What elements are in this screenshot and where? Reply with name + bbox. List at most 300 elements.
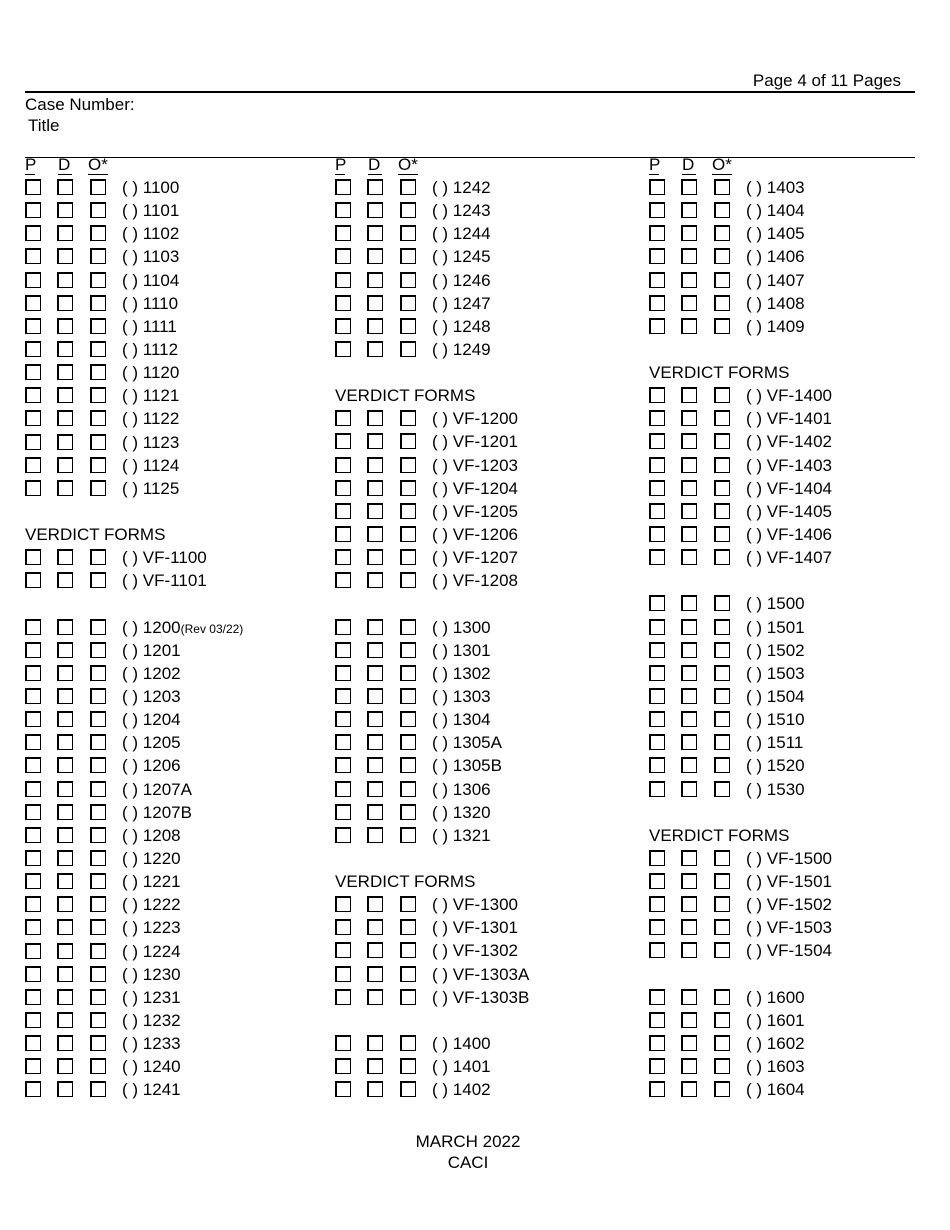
checkbox-p[interactable] bbox=[25, 179, 41, 195]
checkbox-o[interactable] bbox=[90, 318, 106, 334]
checkbox-d[interactable] bbox=[681, 942, 697, 958]
checkbox-o[interactable] bbox=[714, 873, 730, 889]
checkbox-o[interactable] bbox=[90, 896, 106, 912]
checkbox-o[interactable] bbox=[714, 295, 730, 311]
checkbox-d[interactable] bbox=[681, 781, 697, 797]
checkbox-p[interactable] bbox=[649, 711, 665, 727]
checkbox-o[interactable] bbox=[90, 734, 106, 750]
checkbox-o[interactable] bbox=[714, 989, 730, 1005]
checkbox-o[interactable] bbox=[400, 179, 416, 195]
checkbox-p[interactable] bbox=[649, 1035, 665, 1051]
checkbox-p[interactable] bbox=[25, 202, 41, 218]
checkbox-d[interactable] bbox=[57, 757, 73, 773]
checkbox-d[interactable] bbox=[367, 572, 383, 588]
checkbox-o[interactable] bbox=[90, 225, 106, 241]
checkbox-d[interactable] bbox=[681, 549, 697, 565]
checkbox-d[interactable] bbox=[57, 1058, 73, 1074]
checkbox-d[interactable] bbox=[367, 433, 383, 449]
checkbox-o[interactable] bbox=[400, 272, 416, 288]
checkbox-o[interactable] bbox=[714, 318, 730, 334]
checkbox-d[interactable] bbox=[681, 202, 697, 218]
checkbox-p[interactable] bbox=[335, 572, 351, 588]
checkbox-o[interactable] bbox=[90, 1058, 106, 1074]
checkbox-o[interactable] bbox=[400, 942, 416, 958]
checkbox-o[interactable] bbox=[90, 572, 106, 588]
checkbox-p[interactable] bbox=[25, 966, 41, 982]
checkbox-d[interactable] bbox=[57, 202, 73, 218]
checkbox-p[interactable] bbox=[25, 225, 41, 241]
checkbox-d[interactable] bbox=[57, 989, 73, 1005]
checkbox-d[interactable] bbox=[681, 711, 697, 727]
checkbox-d[interactable] bbox=[367, 642, 383, 658]
checkbox-p[interactable] bbox=[335, 711, 351, 727]
checkbox-o[interactable] bbox=[90, 410, 106, 426]
checkbox-p[interactable] bbox=[25, 734, 41, 750]
checkbox-o[interactable] bbox=[90, 873, 106, 889]
checkbox-d[interactable] bbox=[681, 480, 697, 496]
checkbox-p[interactable] bbox=[25, 665, 41, 681]
checkbox-p[interactable] bbox=[649, 595, 665, 611]
checkbox-d[interactable] bbox=[57, 318, 73, 334]
checkbox-o[interactable] bbox=[400, 433, 416, 449]
checkbox-o[interactable] bbox=[400, 989, 416, 1005]
checkbox-d[interactable] bbox=[367, 272, 383, 288]
checkbox-d[interactable] bbox=[367, 989, 383, 1005]
checkbox-o[interactable] bbox=[714, 781, 730, 797]
checkbox-d[interactable] bbox=[681, 248, 697, 264]
checkbox-d[interactable] bbox=[57, 341, 73, 357]
checkbox-o[interactable] bbox=[400, 410, 416, 426]
checkbox-p[interactable] bbox=[649, 873, 665, 889]
checkbox-d[interactable] bbox=[367, 827, 383, 843]
checkbox-p[interactable] bbox=[335, 942, 351, 958]
checkbox-p[interactable] bbox=[25, 434, 41, 450]
checkbox-o[interactable] bbox=[714, 942, 730, 958]
checkbox-p[interactable] bbox=[25, 919, 41, 935]
checkbox-p[interactable] bbox=[649, 225, 665, 241]
checkbox-p[interactable] bbox=[649, 1058, 665, 1074]
checkbox-d[interactable] bbox=[57, 734, 73, 750]
checkbox-d[interactable] bbox=[681, 595, 697, 611]
checkbox-d[interactable] bbox=[681, 433, 697, 449]
checkbox-d[interactable] bbox=[57, 919, 73, 935]
checkbox-o[interactable] bbox=[400, 341, 416, 357]
checkbox-o[interactable] bbox=[90, 919, 106, 935]
checkbox-o[interactable] bbox=[714, 272, 730, 288]
checkbox-p[interactable] bbox=[335, 248, 351, 264]
checkbox-d[interactable] bbox=[367, 781, 383, 797]
checkbox-p[interactable] bbox=[335, 989, 351, 1005]
checkbox-o[interactable] bbox=[714, 896, 730, 912]
checkbox-o[interactable] bbox=[400, 318, 416, 334]
checkbox-o[interactable] bbox=[400, 295, 416, 311]
checkbox-o[interactable] bbox=[400, 225, 416, 241]
checkbox-p[interactable] bbox=[25, 804, 41, 820]
checkbox-d[interactable] bbox=[681, 757, 697, 773]
checkbox-d[interactable] bbox=[367, 757, 383, 773]
checkbox-o[interactable] bbox=[400, 757, 416, 773]
checkbox-o[interactable] bbox=[90, 665, 106, 681]
checkbox-o[interactable] bbox=[714, 757, 730, 773]
checkbox-d[interactable] bbox=[367, 804, 383, 820]
checkbox-o[interactable] bbox=[714, 410, 730, 426]
checkbox-p[interactable] bbox=[649, 480, 665, 496]
checkbox-o[interactable] bbox=[400, 457, 416, 473]
checkbox-p[interactable] bbox=[649, 619, 665, 635]
checkbox-d[interactable] bbox=[367, 202, 383, 218]
checkbox-p[interactable] bbox=[649, 665, 665, 681]
checkbox-d[interactable] bbox=[367, 318, 383, 334]
checkbox-d[interactable] bbox=[57, 896, 73, 912]
checkbox-p[interactable] bbox=[25, 989, 41, 1005]
checkbox-o[interactable] bbox=[714, 503, 730, 519]
checkbox-d[interactable] bbox=[367, 410, 383, 426]
checkbox-p[interactable] bbox=[649, 642, 665, 658]
checkbox-d[interactable] bbox=[367, 619, 383, 635]
checkbox-o[interactable] bbox=[400, 966, 416, 982]
checkbox-d[interactable] bbox=[367, 1035, 383, 1051]
checkbox-p[interactable] bbox=[335, 781, 351, 797]
checkbox-o[interactable] bbox=[714, 711, 730, 727]
checkbox-o[interactable] bbox=[714, 619, 730, 635]
checkbox-d[interactable] bbox=[367, 688, 383, 704]
checkbox-o[interactable] bbox=[714, 387, 730, 403]
checkbox-d[interactable] bbox=[681, 873, 697, 889]
checkbox-o[interactable] bbox=[400, 526, 416, 542]
checkbox-p[interactable] bbox=[335, 896, 351, 912]
checkbox-d[interactable] bbox=[681, 989, 697, 1005]
checkbox-o[interactable] bbox=[90, 202, 106, 218]
checkbox-d[interactable] bbox=[367, 457, 383, 473]
checkbox-d[interactable] bbox=[681, 1035, 697, 1051]
checkbox-p[interactable] bbox=[649, 503, 665, 519]
checkbox-o[interactable] bbox=[400, 202, 416, 218]
checkbox-p[interactable] bbox=[649, 248, 665, 264]
checkbox-d[interactable] bbox=[681, 1081, 697, 1097]
checkbox-p[interactable] bbox=[25, 1081, 41, 1097]
checkbox-p[interactable] bbox=[25, 642, 41, 658]
checkbox-p[interactable] bbox=[335, 526, 351, 542]
checkbox-o[interactable] bbox=[400, 896, 416, 912]
checkbox-p[interactable] bbox=[25, 480, 41, 496]
checkbox-d[interactable] bbox=[367, 341, 383, 357]
checkbox-o[interactable] bbox=[400, 503, 416, 519]
checkbox-o[interactable] bbox=[400, 1058, 416, 1074]
checkbox-d[interactable] bbox=[57, 364, 73, 380]
checkbox-o[interactable] bbox=[90, 341, 106, 357]
checkbox-d[interactable] bbox=[681, 503, 697, 519]
checkbox-p[interactable] bbox=[649, 526, 665, 542]
checkbox-p[interactable] bbox=[335, 341, 351, 357]
checkbox-o[interactable] bbox=[90, 711, 106, 727]
checkbox-o[interactable] bbox=[90, 387, 106, 403]
checkbox-d[interactable] bbox=[367, 295, 383, 311]
checkbox-o[interactable] bbox=[400, 665, 416, 681]
checkbox-o[interactable] bbox=[714, 642, 730, 658]
checkbox-d[interactable] bbox=[57, 179, 73, 195]
checkbox-o[interactable] bbox=[400, 1081, 416, 1097]
checkbox-p[interactable] bbox=[25, 896, 41, 912]
checkbox-d[interactable] bbox=[57, 549, 73, 565]
checkbox-o[interactable] bbox=[400, 711, 416, 727]
checkbox-p[interactable] bbox=[335, 1081, 351, 1097]
checkbox-p[interactable] bbox=[335, 179, 351, 195]
checkbox-d[interactable] bbox=[681, 526, 697, 542]
checkbox-p[interactable] bbox=[649, 781, 665, 797]
checkbox-p[interactable] bbox=[25, 318, 41, 334]
checkbox-o[interactable] bbox=[90, 364, 106, 380]
checkbox-d[interactable] bbox=[681, 295, 697, 311]
checkbox-o[interactable] bbox=[90, 457, 106, 473]
checkbox-p[interactable] bbox=[335, 619, 351, 635]
checkbox-p[interactable] bbox=[335, 642, 351, 658]
checkbox-p[interactable] bbox=[649, 295, 665, 311]
checkbox-p[interactable] bbox=[335, 665, 351, 681]
checkbox-p[interactable] bbox=[335, 202, 351, 218]
checkbox-p[interactable] bbox=[335, 503, 351, 519]
checkbox-o[interactable] bbox=[714, 480, 730, 496]
checkbox-d[interactable] bbox=[681, 318, 697, 334]
checkbox-p[interactable] bbox=[335, 457, 351, 473]
checkbox-d[interactable] bbox=[367, 526, 383, 542]
checkbox-p[interactable] bbox=[25, 457, 41, 473]
checkbox-p[interactable] bbox=[25, 248, 41, 264]
checkbox-d[interactable] bbox=[57, 642, 73, 658]
checkbox-d[interactable] bbox=[681, 1058, 697, 1074]
checkbox-p[interactable] bbox=[649, 757, 665, 773]
checkbox-d[interactable] bbox=[681, 1012, 697, 1028]
checkbox-d[interactable] bbox=[57, 572, 73, 588]
checkbox-d[interactable] bbox=[681, 225, 697, 241]
checkbox-d[interactable] bbox=[57, 410, 73, 426]
checkbox-p[interactable] bbox=[335, 318, 351, 334]
checkbox-p[interactable] bbox=[649, 919, 665, 935]
checkbox-p[interactable] bbox=[649, 410, 665, 426]
checkbox-d[interactable] bbox=[367, 480, 383, 496]
checkbox-p[interactable] bbox=[649, 688, 665, 704]
checkbox-p[interactable] bbox=[25, 757, 41, 773]
checkbox-p[interactable] bbox=[25, 387, 41, 403]
checkbox-d[interactable] bbox=[57, 434, 73, 450]
checkbox-p[interactable] bbox=[649, 1081, 665, 1097]
checkbox-o[interactable] bbox=[400, 804, 416, 820]
checkbox-o[interactable] bbox=[400, 572, 416, 588]
checkbox-o[interactable] bbox=[400, 549, 416, 565]
checkbox-o[interactable] bbox=[714, 225, 730, 241]
checkbox-p[interactable] bbox=[25, 364, 41, 380]
checkbox-d[interactable] bbox=[367, 179, 383, 195]
checkbox-d[interactable] bbox=[367, 734, 383, 750]
checkbox-o[interactable] bbox=[714, 526, 730, 542]
checkbox-d[interactable] bbox=[57, 804, 73, 820]
checkbox-d[interactable] bbox=[57, 827, 73, 843]
checkbox-d[interactable] bbox=[367, 896, 383, 912]
checkbox-o[interactable] bbox=[90, 943, 106, 959]
checkbox-d[interactable] bbox=[57, 295, 73, 311]
checkbox-o[interactable] bbox=[90, 642, 106, 658]
checkbox-p[interactable] bbox=[25, 850, 41, 866]
checkbox-d[interactable] bbox=[681, 642, 697, 658]
checkbox-p[interactable] bbox=[649, 387, 665, 403]
checkbox-d[interactable] bbox=[681, 850, 697, 866]
checkbox-d[interactable] bbox=[367, 711, 383, 727]
checkbox-d[interactable] bbox=[57, 943, 73, 959]
checkbox-d[interactable] bbox=[57, 1012, 73, 1028]
checkbox-d[interactable] bbox=[57, 619, 73, 635]
checkbox-o[interactable] bbox=[714, 665, 730, 681]
checkbox-o[interactable] bbox=[400, 919, 416, 935]
checkbox-d[interactable] bbox=[681, 457, 697, 473]
checkbox-p[interactable] bbox=[649, 549, 665, 565]
checkbox-p[interactable] bbox=[25, 827, 41, 843]
checkbox-d[interactable] bbox=[681, 410, 697, 426]
checkbox-p[interactable] bbox=[335, 827, 351, 843]
checkbox-o[interactable] bbox=[90, 480, 106, 496]
checkbox-d[interactable] bbox=[367, 966, 383, 982]
checkbox-d[interactable] bbox=[57, 272, 73, 288]
checkbox-d[interactable] bbox=[57, 225, 73, 241]
checkbox-o[interactable] bbox=[90, 1081, 106, 1097]
checkbox-p[interactable] bbox=[649, 318, 665, 334]
checkbox-d[interactable] bbox=[367, 1081, 383, 1097]
checkbox-o[interactable] bbox=[90, 966, 106, 982]
checkbox-o[interactable] bbox=[90, 688, 106, 704]
checkbox-d[interactable] bbox=[681, 665, 697, 681]
checkbox-p[interactable] bbox=[649, 989, 665, 1005]
checkbox-d[interactable] bbox=[367, 248, 383, 264]
checkbox-p[interactable] bbox=[335, 688, 351, 704]
checkbox-p[interactable] bbox=[335, 1035, 351, 1051]
checkbox-d[interactable] bbox=[367, 665, 383, 681]
checkbox-o[interactable] bbox=[714, 688, 730, 704]
checkbox-o[interactable] bbox=[90, 989, 106, 1005]
checkbox-d[interactable] bbox=[681, 272, 697, 288]
checkbox-p[interactable] bbox=[335, 225, 351, 241]
checkbox-p[interactable] bbox=[649, 896, 665, 912]
checkbox-o[interactable] bbox=[714, 1012, 730, 1028]
checkbox-p[interactable] bbox=[335, 549, 351, 565]
checkbox-p[interactable] bbox=[649, 942, 665, 958]
checkbox-p[interactable] bbox=[649, 179, 665, 195]
checkbox-p[interactable] bbox=[649, 202, 665, 218]
checkbox-d[interactable] bbox=[57, 966, 73, 982]
checkbox-p[interactable] bbox=[25, 341, 41, 357]
checkbox-p[interactable] bbox=[649, 457, 665, 473]
checkbox-o[interactable] bbox=[90, 827, 106, 843]
checkbox-d[interactable] bbox=[681, 619, 697, 635]
checkbox-d[interactable] bbox=[367, 919, 383, 935]
checkbox-p[interactable] bbox=[25, 410, 41, 426]
checkbox-o[interactable] bbox=[714, 1081, 730, 1097]
checkbox-o[interactable] bbox=[714, 248, 730, 264]
checkbox-d[interactable] bbox=[681, 734, 697, 750]
checkbox-o[interactable] bbox=[714, 202, 730, 218]
checkbox-d[interactable] bbox=[681, 896, 697, 912]
checkbox-d[interactable] bbox=[681, 179, 697, 195]
checkbox-o[interactable] bbox=[90, 850, 106, 866]
checkbox-o[interactable] bbox=[90, 549, 106, 565]
checkbox-p[interactable] bbox=[649, 850, 665, 866]
checkbox-p[interactable] bbox=[335, 433, 351, 449]
checkbox-p[interactable] bbox=[25, 1035, 41, 1051]
checkbox-p[interactable] bbox=[25, 1058, 41, 1074]
checkbox-p[interactable] bbox=[25, 1012, 41, 1028]
checkbox-o[interactable] bbox=[714, 595, 730, 611]
checkbox-o[interactable] bbox=[90, 757, 106, 773]
checkbox-d[interactable] bbox=[57, 665, 73, 681]
checkbox-o[interactable] bbox=[400, 248, 416, 264]
checkbox-d[interactable] bbox=[57, 387, 73, 403]
checkbox-d[interactable] bbox=[367, 549, 383, 565]
checkbox-d[interactable] bbox=[681, 688, 697, 704]
checkbox-o[interactable] bbox=[400, 688, 416, 704]
checkbox-p[interactable] bbox=[335, 1058, 351, 1074]
checkbox-d[interactable] bbox=[57, 688, 73, 704]
checkbox-p[interactable] bbox=[649, 734, 665, 750]
checkbox-d[interactable] bbox=[681, 387, 697, 403]
checkbox-p[interactable] bbox=[335, 295, 351, 311]
checkbox-o[interactable] bbox=[714, 433, 730, 449]
checkbox-p[interactable] bbox=[25, 711, 41, 727]
checkbox-o[interactable] bbox=[90, 1035, 106, 1051]
checkbox-o[interactable] bbox=[90, 781, 106, 797]
checkbox-p[interactable] bbox=[25, 943, 41, 959]
checkbox-o[interactable] bbox=[90, 295, 106, 311]
checkbox-o[interactable] bbox=[714, 457, 730, 473]
checkbox-d[interactable] bbox=[681, 919, 697, 935]
checkbox-d[interactable] bbox=[57, 1035, 73, 1051]
checkbox-o[interactable] bbox=[400, 781, 416, 797]
checkbox-o[interactable] bbox=[714, 549, 730, 565]
checkbox-d[interactable] bbox=[57, 781, 73, 797]
checkbox-p[interactable] bbox=[25, 781, 41, 797]
checkbox-o[interactable] bbox=[714, 850, 730, 866]
checkbox-o[interactable] bbox=[714, 1035, 730, 1051]
checkbox-d[interactable] bbox=[367, 942, 383, 958]
checkbox-p[interactable] bbox=[25, 549, 41, 565]
checkbox-d[interactable] bbox=[57, 457, 73, 473]
checkbox-p[interactable] bbox=[25, 295, 41, 311]
checkbox-d[interactable] bbox=[367, 225, 383, 241]
checkbox-p[interactable] bbox=[335, 757, 351, 773]
checkbox-p[interactable] bbox=[335, 272, 351, 288]
checkbox-p[interactable] bbox=[25, 873, 41, 889]
checkbox-o[interactable] bbox=[90, 1012, 106, 1028]
checkbox-p[interactable] bbox=[25, 572, 41, 588]
checkbox-p[interactable] bbox=[25, 688, 41, 704]
checkbox-o[interactable] bbox=[400, 734, 416, 750]
checkbox-o[interactable] bbox=[90, 248, 106, 264]
checkbox-o[interactable] bbox=[400, 1035, 416, 1051]
checkbox-p[interactable] bbox=[649, 1012, 665, 1028]
checkbox-o[interactable] bbox=[90, 272, 106, 288]
checkbox-o[interactable] bbox=[400, 642, 416, 658]
checkbox-o[interactable] bbox=[400, 619, 416, 635]
checkbox-d[interactable] bbox=[367, 1058, 383, 1074]
checkbox-o[interactable] bbox=[90, 619, 106, 635]
checkbox-o[interactable] bbox=[400, 827, 416, 843]
checkbox-p[interactable] bbox=[649, 433, 665, 449]
checkbox-d[interactable] bbox=[57, 480, 73, 496]
checkbox-d[interactable] bbox=[57, 711, 73, 727]
checkbox-d[interactable] bbox=[367, 503, 383, 519]
checkbox-o[interactable] bbox=[90, 804, 106, 820]
checkbox-o[interactable] bbox=[90, 434, 106, 450]
checkbox-p[interactable] bbox=[335, 410, 351, 426]
checkbox-d[interactable] bbox=[57, 850, 73, 866]
checkbox-d[interactable] bbox=[57, 248, 73, 264]
checkbox-p[interactable] bbox=[649, 272, 665, 288]
